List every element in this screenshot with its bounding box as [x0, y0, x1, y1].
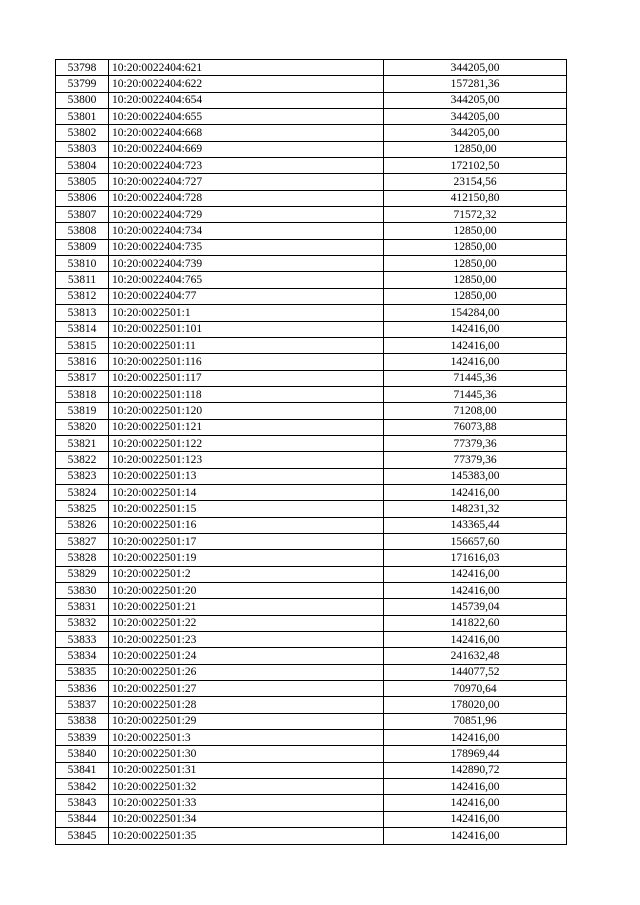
- row-number-cell: 53807: [56, 207, 109, 223]
- cadastral-number-cell: 10:20:0022501:3: [109, 730, 384, 746]
- table-row: [56, 288, 567, 304]
- row-number-cell: 53801: [56, 109, 109, 125]
- table-row: [56, 321, 567, 337]
- value-cell: 12850,00: [384, 288, 567, 304]
- cadastral-number-cell: 10:20:0022501:11: [109, 337, 384, 353]
- cadastral-number-cell: 10:20:0022404:735: [109, 239, 384, 255]
- table-row: [56, 435, 567, 451]
- row-number-cell: 53798: [56, 60, 109, 76]
- row-number-cell: 53806: [56, 190, 109, 206]
- cadastral-number-cell: 10:20:0022404:734: [109, 223, 384, 239]
- row-number-cell: 53802: [56, 125, 109, 141]
- value-cell: 157281,36: [384, 76, 567, 92]
- table-row: [56, 599, 567, 615]
- row-number-cell: 53815: [56, 337, 109, 353]
- value-cell: 142416,00: [384, 795, 567, 811]
- row-number-cell: 53803: [56, 141, 109, 157]
- cadastral-number-cell: 10:20:0022404:669: [109, 141, 384, 157]
- value-cell: 70851,96: [384, 713, 567, 729]
- cadastral-number-cell: 10:20:0022501:32: [109, 779, 384, 795]
- table-row: [56, 190, 567, 206]
- table-row: [56, 713, 567, 729]
- value-cell: 172102,50: [384, 158, 567, 174]
- table-row: [56, 779, 567, 795]
- table-row: [56, 664, 567, 680]
- cadastral-number-cell: 10:20:0022501:22: [109, 615, 384, 631]
- value-cell: 142416,00: [384, 811, 567, 827]
- cadastral-number-cell: 10:20:0022501:15: [109, 501, 384, 517]
- row-number-cell: 53804: [56, 158, 109, 174]
- value-cell: 344205,00: [384, 92, 567, 108]
- value-cell: 344205,00: [384, 125, 567, 141]
- row-number-cell: 53842: [56, 779, 109, 795]
- value-cell: 77379,36: [384, 452, 567, 468]
- row-number-cell: 53800: [56, 92, 109, 108]
- value-cell: 142416,00: [384, 337, 567, 353]
- cadastral-number-cell: 10:20:0022501:120: [109, 403, 384, 419]
- row-number-cell: 53845: [56, 828, 109, 844]
- row-number-cell: 53835: [56, 664, 109, 680]
- row-number-cell: 53823: [56, 468, 109, 484]
- value-cell: 142416,00: [384, 354, 567, 370]
- cadastral-number-cell: 10:20:0022404:739: [109, 256, 384, 272]
- value-cell: 145383,00: [384, 468, 567, 484]
- table-row: [56, 501, 567, 517]
- table-row: [56, 272, 567, 288]
- table-row: [56, 762, 567, 778]
- table-row: [56, 632, 567, 648]
- table-row: [56, 811, 567, 827]
- cadastral-number-cell: 10:20:0022501:21: [109, 599, 384, 615]
- cadastral-number-cell: 10:20:0022501:14: [109, 484, 384, 500]
- value-cell: 241632,48: [384, 648, 567, 664]
- row-number-cell: 53824: [56, 484, 109, 500]
- table-row: [56, 828, 567, 844]
- table-row: [56, 370, 567, 386]
- row-number-cell: 53827: [56, 533, 109, 549]
- row-number-cell: 53843: [56, 795, 109, 811]
- cadastral-number-cell: 10:20:0022501:26: [109, 664, 384, 680]
- cadastral-number-cell: 10:20:0022501:117: [109, 370, 384, 386]
- value-cell: 76073,88: [384, 419, 567, 435]
- value-cell: 178020,00: [384, 697, 567, 713]
- cadastral-number-cell: 10:20:0022404:729: [109, 207, 384, 223]
- cadastral-number-cell: 10:20:0022501:30: [109, 746, 384, 762]
- table-row: [56, 583, 567, 599]
- table-row: [56, 207, 567, 223]
- cadastral-number-cell: 10:20:0022501:122: [109, 435, 384, 451]
- row-number-cell: 53809: [56, 239, 109, 255]
- value-cell: 70970,64: [384, 681, 567, 697]
- table-row: [56, 158, 567, 174]
- table-row: [56, 648, 567, 664]
- table-row: [56, 60, 567, 76]
- row-number-cell: 53812: [56, 288, 109, 304]
- cadastral-number-cell: 10:20:0022501:116: [109, 354, 384, 370]
- table-body: [56, 60, 567, 845]
- table-row: [56, 746, 567, 762]
- cadastral-number-cell: 10:20:0022501:34: [109, 811, 384, 827]
- value-cell: 148231,32: [384, 501, 567, 517]
- row-number-cell: 53821: [56, 435, 109, 451]
- value-cell: 156657,60: [384, 533, 567, 549]
- table-row: [56, 174, 567, 190]
- value-cell: 71208,00: [384, 403, 567, 419]
- table-row: [56, 305, 567, 321]
- row-number-cell: 53841: [56, 762, 109, 778]
- row-number-cell: 53831: [56, 599, 109, 615]
- value-cell: 12850,00: [384, 272, 567, 288]
- cadastral-number-cell: 10:20:0022404:77: [109, 288, 384, 304]
- table-row: [56, 239, 567, 255]
- table-row: [56, 484, 567, 500]
- row-number-cell: 53826: [56, 517, 109, 533]
- value-cell: 344205,00: [384, 60, 567, 76]
- value-cell: 142416,00: [384, 779, 567, 795]
- cadastral-number-cell: 10:20:0022501:123: [109, 452, 384, 468]
- row-number-cell: 53836: [56, 681, 109, 697]
- value-cell: 77379,36: [384, 435, 567, 451]
- row-number-cell: 53838: [56, 713, 109, 729]
- table-row: [56, 730, 567, 746]
- row-number-cell: 53829: [56, 566, 109, 582]
- cadastral-number-cell: 10:20:0022501:23: [109, 632, 384, 648]
- value-cell: 412150,80: [384, 190, 567, 206]
- table-row: [56, 452, 567, 468]
- cadastral-number-cell: 10:20:0022501:24: [109, 648, 384, 664]
- value-cell: 142416,00: [384, 583, 567, 599]
- cadastral-number-cell: 10:20:0022404:765: [109, 272, 384, 288]
- value-cell: 12850,00: [384, 223, 567, 239]
- value-cell: 71445,36: [384, 370, 567, 386]
- cadastral-number-cell: 10:20:0022501:29: [109, 713, 384, 729]
- cadastral-number-cell: 10:20:0022404:727: [109, 174, 384, 190]
- row-number-cell: 53808: [56, 223, 109, 239]
- cadastral-number-cell: 10:20:0022501:101: [109, 321, 384, 337]
- value-cell: 143365,44: [384, 517, 567, 533]
- row-number-cell: 53820: [56, 419, 109, 435]
- cadastral-number-cell: 10:20:0022501:118: [109, 386, 384, 402]
- cadastral-number-cell: 10:20:0022501:20: [109, 583, 384, 599]
- value-cell: 142416,00: [384, 730, 567, 746]
- row-number-cell: 53825: [56, 501, 109, 517]
- cadastral-number-cell: 10:20:0022501:27: [109, 681, 384, 697]
- value-cell: 178969,44: [384, 746, 567, 762]
- row-number-cell: 53814: [56, 321, 109, 337]
- table-row: [56, 403, 567, 419]
- row-number-cell: 53811: [56, 272, 109, 288]
- table-row: [56, 256, 567, 272]
- table-row: [56, 697, 567, 713]
- cadastral-number-cell: 10:20:0022501:121: [109, 419, 384, 435]
- cadastral-number-cell: 10:20:0022501:16: [109, 517, 384, 533]
- row-number-cell: 53828: [56, 550, 109, 566]
- row-number-cell: 53833: [56, 632, 109, 648]
- cadastral-number-cell: 10:20:0022404:621: [109, 60, 384, 76]
- value-cell: 141822,60: [384, 615, 567, 631]
- cadastral-number-cell: 10:20:0022501:2: [109, 566, 384, 582]
- table-row: [56, 419, 567, 435]
- table-row: [56, 125, 567, 141]
- cadastral-number-cell: 10:20:0022501:1: [109, 305, 384, 321]
- table-row: [56, 76, 567, 92]
- table-row: [56, 795, 567, 811]
- cadastral-number-cell: 10:20:0022501:17: [109, 533, 384, 549]
- table-row: [56, 533, 567, 549]
- cadastral-number-cell: 10:20:0022501:33: [109, 795, 384, 811]
- row-number-cell: 53799: [56, 76, 109, 92]
- table-row: [56, 517, 567, 533]
- value-cell: 171616,03: [384, 550, 567, 566]
- value-cell: 142416,00: [384, 484, 567, 500]
- cadastral-number-cell: 10:20:0022404:622: [109, 76, 384, 92]
- table-row: [56, 550, 567, 566]
- value-cell: 71572,32: [384, 207, 567, 223]
- cadastral-number-cell: 10:20:0022404:723: [109, 158, 384, 174]
- table-row: [56, 681, 567, 697]
- table-row: [56, 337, 567, 353]
- row-number-cell: 53839: [56, 730, 109, 746]
- cadastral-number-cell: 10:20:0022501:31: [109, 762, 384, 778]
- value-cell: 142890,72: [384, 762, 567, 778]
- table-row: [56, 92, 567, 108]
- value-cell: 142416,00: [384, 632, 567, 648]
- cadastral-number-cell: 10:20:0022404:728: [109, 190, 384, 206]
- row-number-cell: 53832: [56, 615, 109, 631]
- row-number-cell: 53819: [56, 403, 109, 419]
- value-cell: 142416,00: [384, 321, 567, 337]
- cadastral-number-cell: 10:20:0022404:668: [109, 125, 384, 141]
- row-number-cell: 53834: [56, 648, 109, 664]
- cadastral-number-cell: 10:20:0022501:28: [109, 697, 384, 713]
- row-number-cell: 53810: [56, 256, 109, 272]
- row-number-cell: 53822: [56, 452, 109, 468]
- value-cell: 145739,04: [384, 599, 567, 615]
- table-row: [56, 615, 567, 631]
- row-number-cell: 53816: [56, 354, 109, 370]
- table-row: [56, 354, 567, 370]
- value-cell: 71445,36: [384, 386, 567, 402]
- table-row: [56, 386, 567, 402]
- row-number-cell: 53818: [56, 386, 109, 402]
- table-row: [56, 566, 567, 582]
- cadastral-value-table: [55, 59, 567, 845]
- cadastral-number-cell: 10:20:0022501:13: [109, 468, 384, 484]
- row-number-cell: 53837: [56, 697, 109, 713]
- row-number-cell: 53805: [56, 174, 109, 190]
- value-cell: 12850,00: [384, 256, 567, 272]
- value-cell: 344205,00: [384, 109, 567, 125]
- row-number-cell: 53830: [56, 583, 109, 599]
- cadastral-number-cell: 10:20:0022404:655: [109, 109, 384, 125]
- row-number-cell: 53813: [56, 305, 109, 321]
- table-row: [56, 109, 567, 125]
- row-number-cell: 53817: [56, 370, 109, 386]
- value-cell: 142416,00: [384, 828, 567, 844]
- value-cell: 23154,56: [384, 174, 567, 190]
- cadastral-number-cell: 10:20:0022501:19: [109, 550, 384, 566]
- value-cell: 144077,52: [384, 664, 567, 680]
- table-row: [56, 468, 567, 484]
- value-cell: 154284,00: [384, 305, 567, 321]
- row-number-cell: 53840: [56, 746, 109, 762]
- cadastral-number-cell: 10:20:0022404:654: [109, 92, 384, 108]
- table-row: [56, 141, 567, 157]
- value-cell: 142416,00: [384, 566, 567, 582]
- row-number-cell: 53844: [56, 811, 109, 827]
- value-cell: 12850,00: [384, 141, 567, 157]
- value-cell: 12850,00: [384, 239, 567, 255]
- table-row: [56, 223, 567, 239]
- cadastral-number-cell: 10:20:0022501:35: [109, 828, 384, 844]
